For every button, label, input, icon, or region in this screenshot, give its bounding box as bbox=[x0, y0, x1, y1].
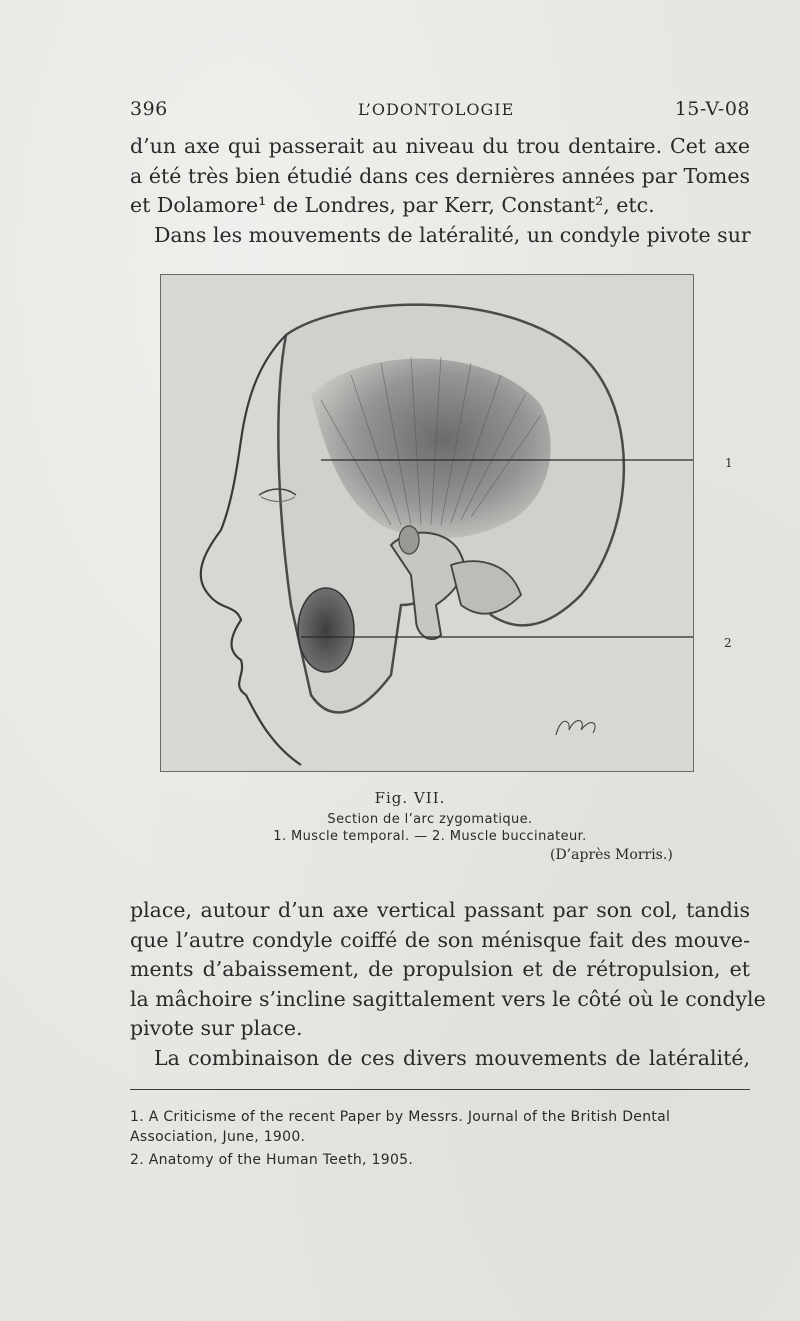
journal-title: L’ODONTOLOGIE bbox=[358, 100, 515, 119]
footnote-1 bbox=[130, 1107, 750, 1147]
issue-date: 15-V-08 bbox=[674, 98, 750, 120]
paragraph-bottom bbox=[130, 896, 766, 1073]
text-line: place, autour d’un axe vertical passant par son col, tandis bbox=[130, 898, 750, 922]
text-line: la mâchoire s’incline sagittalement vers le côté où le condyle bbox=[130, 986, 766, 1011]
text-line: Dans les mouvements de latéralité, un condyle pivote sur bbox=[154, 222, 751, 247]
text-line: et Dolamore¹ de Londres, par Kerr, Constant², etc. bbox=[130, 193, 655, 217]
text-line: d’un axe qui passerait au niveau du trou dentaire. Cet axe bbox=[130, 134, 750, 158]
paragraph-top bbox=[130, 132, 750, 250]
footnote-separator bbox=[130, 1089, 750, 1090]
figure-caption-legend: 1. Muscle temporal. — 2. Muscle buccinateur. bbox=[273, 829, 587, 844]
footnote-1-line-1: 1. A Criticisme of the recent Paper by Messrs. Journal of the British Dental bbox=[130, 1109, 671, 1125]
figure-side-label-1: 1 bbox=[725, 456, 733, 470]
running-header bbox=[130, 98, 750, 126]
footnote-1-line-2: Association, June, 1900. bbox=[130, 1129, 306, 1145]
text-line: ments d’abaissement, de propulsion et de rétropulsion, et bbox=[130, 957, 750, 981]
text-line: a été très bien étudié dans ces dernières années par Tomes bbox=[130, 163, 750, 188]
text-line: que l’autre condyle coiffé de son ménisque fait des mouve- bbox=[130, 927, 750, 952]
figure-number: Fig. VII. bbox=[374, 789, 446, 807]
anatomical-figure bbox=[160, 274, 694, 772]
footnote-2 bbox=[130, 1150, 750, 1170]
text-line: La combinaison de ces divers mouvements de latéralité, bbox=[154, 1045, 750, 1070]
figure-side-label-2: 2 bbox=[724, 636, 732, 650]
head-section-illustration bbox=[161, 275, 693, 771]
footnote-2-line-1: 2. Anatomy of the Human Teeth, 1905. bbox=[130, 1152, 414, 1168]
text-line: pivote sur place. bbox=[130, 1016, 303, 1040]
page-number: 396 bbox=[130, 98, 168, 120]
figure-credit: (D’après Morris.) bbox=[550, 847, 673, 863]
figure-caption-title: Section de l’arc zygomatique. bbox=[327, 812, 533, 827]
